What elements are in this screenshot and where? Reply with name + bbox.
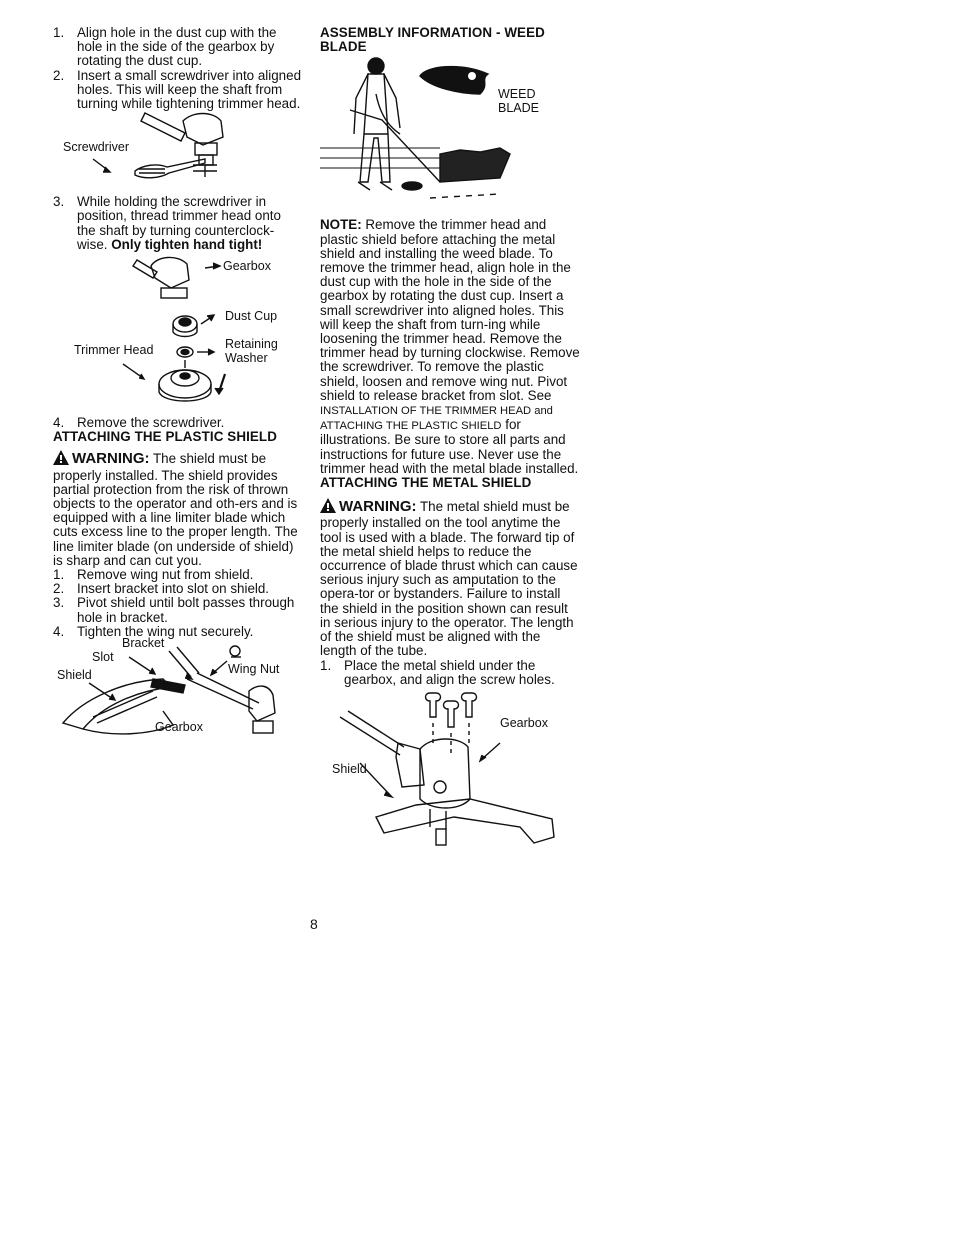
list-item: 4. Remove the screwdriver. <box>53 416 303 430</box>
list-item: 4. Tighten the wing nut securely. <box>53 625 303 639</box>
trimmer-head-figure <box>53 252 303 416</box>
label-bracket: Bracket <box>122 636 165 651</box>
list-item: 1. Remove wing nut from shield. <box>53 568 303 582</box>
label-gearbox: Gearbox <box>500 715 548 730</box>
metal-shield-illustration <box>320 687 580 867</box>
list-item: 3. While holding the screwdriver in position, thread trimmer head onto the shaft by turning counterclock-wise. Only tighten hand tight! <box>53 194 281 252</box>
step-text: Pivot shield until bolt passes through hole in bracket. <box>77 595 295 625</box>
page-number: 8 <box>310 916 318 932</box>
trimmer-head-illustration <box>53 252 303 416</box>
note-paragraph <box>320 218 580 476</box>
screwdriver-figure <box>53 111 303 189</box>
label-trimmer-head: Trimmer Head <box>74 343 154 358</box>
label-wing-nut: Wing Nut <box>228 662 280 677</box>
warning-icon <box>320 498 336 516</box>
note-text-continued: for illustrations. Be sure to store all parts and instructions for future use. Never use the trimmer head with the metal blade installed. <box>320 417 579 476</box>
step-text: Tighten the wing nut securely. <box>77 623 254 639</box>
operator-with-weed-blade-illustration <box>320 54 580 214</box>
note-text: Remove the trimmer head and plastic shield before attaching the metal shield and installing the weed blade. To remove the trimmer head, align hole in the dust cup with the hole in the side of the gearbox by rotating the dust cup. Insert a small screwdriver into aligned holes. This will keep the shaft from turn-ing while loosening the trimmer head. Remove the trimmer head by turning clockwise. Remove the screwdriver. To remove the plastic shield, loosen and remove wing nut. Pivot shield to release bracket from slot. See <box>320 217 580 403</box>
label-gearbox: Gearbox <box>155 720 203 735</box>
metal-shield-figure <box>320 687 580 867</box>
section-heading-plastic-shield: ATTACHING THE PLASTIC SHIELD <box>53 429 277 445</box>
list-item: 2. Insert a small screwdriver into aligned holes. This will keep the shaft from turning while tightening trimmer head. <box>53 67 302 112</box>
step-text: Align hole in the dust cup with the hole in the side of the gearbox by rotating the dust cup. <box>77 25 277 69</box>
label-slot: Slot <box>92 650 114 665</box>
list-item: 1. Place the metal shield under the gearbox, and align the screw holes. <box>320 659 580 687</box>
section-heading-weed-blade: ASSEMBLY INFORMATION - WEED BLADE <box>320 25 545 55</box>
label-gearbox: Gearbox <box>223 259 271 274</box>
list-item: 1. Align hole in the dust cup with the hole in the side of the gearbox by rotating the dust cup. <box>53 26 303 69</box>
label-retaining: Retaining <box>225 337 278 352</box>
label-shield: Shield <box>332 761 367 776</box>
label-screwdriver: Screwdriver <box>63 140 129 155</box>
step-text: Remove the screwdriver. <box>77 415 225 431</box>
warning-icon <box>53 450 69 468</box>
warning-paragraph <box>53 450 303 568</box>
list-item: 2. Insert bracket into slot on shield. <box>53 582 303 596</box>
note-cross-reference: INSTALLATION OF THE TRIMMER HEAD and ATTACHING THE PLASTIC SHIELD <box>320 405 553 433</box>
step-text: Insert a small screwdriver into aligned holes. This will keep the shaft from turning while tightening trimmer head. <box>77 67 302 112</box>
right-column <box>320 26 580 867</box>
warning-text: The metal shield must be properly installed on the tool anytime the tool is used with a blade. The forward tip of the metal shield helps to reduce the occurrence of blade thrust which can cause serious injury such as amputation to the opera-tor or bystanders. Failure to install the shield in the position shown can result in serious injury to the operator. The length of the shield must be aligned with the length of the tube. <box>320 499 578 659</box>
label-washer: Washer <box>225 351 268 366</box>
weed-blade-figure <box>320 54 580 214</box>
warning-text: The shield must be properly installed. The shield provides partial protection from the risk of thrown objects to the operator and oth-ers and is equipped with a line limiter blade which cuts excess line to the proper length. The line limiter blade (on underside of shield) is sharp and can cut you. <box>53 451 298 568</box>
section-heading-metal-shield: ATTACHING THE METAL SHIELD <box>320 475 532 491</box>
label-shield: Shield <box>57 668 92 683</box>
plastic-shield-figure <box>53 636 303 749</box>
label-dust-cup: Dust Cup <box>225 309 278 324</box>
warning-label: WARNING: <box>72 450 150 468</box>
emphasis-text: Only tighten hand tight! <box>111 236 263 252</box>
list-item: 3. Pivot shield until bolt passes through hole in bracket. <box>53 596 303 624</box>
step-text: Remove wing nut from shield. <box>77 567 254 583</box>
note-label: NOTE: <box>320 217 362 233</box>
label-weed: WEED <box>498 87 536 102</box>
step-text: Place the metal shield under the gearbox, and align the screw holes. <box>344 657 555 687</box>
left-column <box>53 26 303 749</box>
warning-label: WARNING: <box>339 498 417 516</box>
label-blade: BLADE <box>498 101 539 116</box>
step-text: While holding the screwdriver in position, thread trimmer head onto the shaft by turning counterclock-wise. <box>77 194 281 252</box>
step-text: Insert bracket into slot on shield. <box>77 581 270 597</box>
warning-paragraph <box>320 498 580 658</box>
